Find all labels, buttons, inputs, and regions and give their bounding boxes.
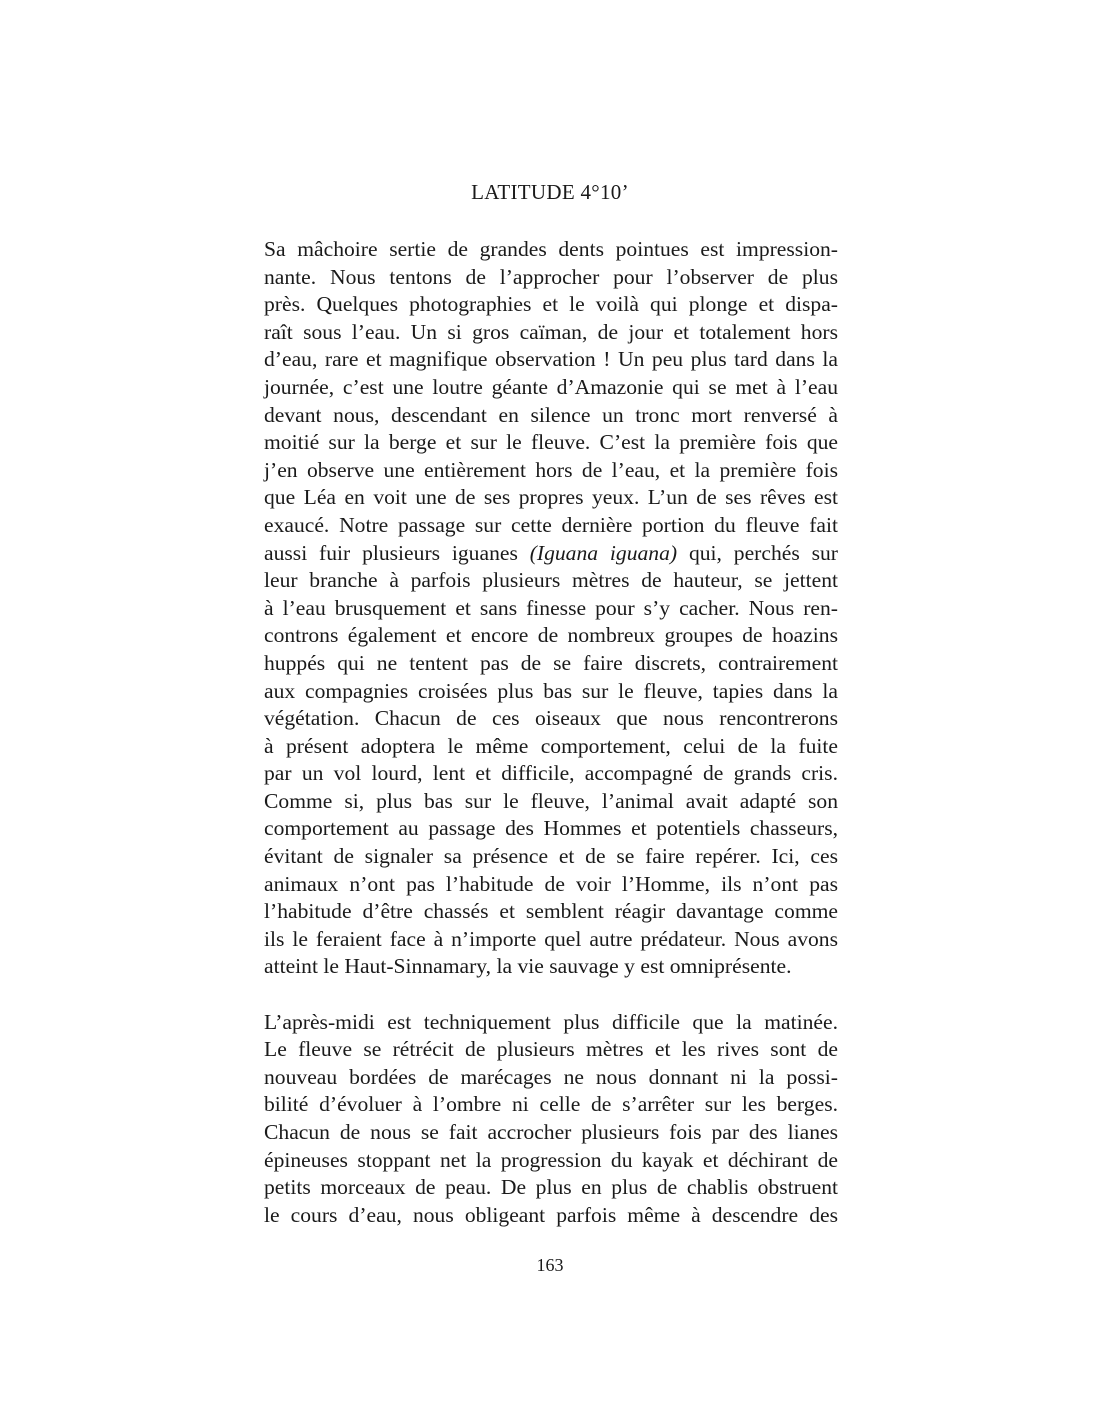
text-line-with-species: [264, 540, 838, 568]
text-line: j’en observe une entièrement hors de l’eau, et la première fois: [264, 457, 838, 482]
text-line: épineuses stoppant net la progression du kayak et déchirant de: [264, 1147, 838, 1172]
running-title: LATITUDE 4°10’: [471, 180, 629, 204]
text-line: par un vol lourd, lent et difficile, accompagné de grands cris.: [264, 761, 838, 786]
text-line: moitié sur la berge et sur le fleuve. C’est la première fois que: [264, 430, 838, 455]
text-line: devant nous, descendant en silence un tronc mort renversé à: [264, 402, 838, 427]
text-line: à présent adoptera le même comportement, celui de la fuite: [264, 733, 838, 758]
text-line: journée, c’est une loutre géante d’Amazonie qui se met à l’eau: [264, 374, 838, 399]
text-line: ils le feraient face à n’importe quel autre prédateur. Nous avons: [264, 926, 838, 951]
paragraph-gap: [264, 981, 838, 1009]
text-line: atteint le Haut-Sinnamary, la vie sauvage y est omniprésente.: [264, 954, 792, 979]
page-number: 163: [536, 1255, 564, 1275]
text-line: huppés qui ne tentent pas de se faire discrets, contrairement: [264, 650, 838, 675]
text-line: nouveau bordées de marécages ne nous donnant ni la possi-: [264, 1064, 838, 1089]
text-line: l’habitude d’être chassés et semblent réagir davantage comme: [264, 899, 838, 924]
text-line: controns également et encore de nombreux groupes de hoazins: [264, 623, 838, 648]
text-line: bilité d’évoluer à l’ombre ni celle de s’arrêter sur les berges.: [264, 1092, 838, 1117]
text-line: comportement au passage des Hommes et potentiels chasseurs,: [264, 816, 838, 841]
text-line: à l’eau brusquement et sans finesse pour s’y cacher. Nous ren-: [264, 595, 838, 620]
text-line: L’après-midi est techniquement plus difficile que la matinée.: [264, 1009, 838, 1034]
text-line: exaucé. Notre passage sur cette dernière portion du fleuve fait: [264, 512, 838, 537]
text-line: aux compagnies croisées plus bas sur le fleuve, tapies dans la: [264, 678, 838, 703]
text-line: près. Quelques photographies et le voilà qui plonge et dispa-: [264, 292, 838, 317]
text-line: évitant de signaler sa présence et de se faire repérer. Ici, ces: [264, 844, 838, 869]
text-line: nante. Nous tentons de l’approcher pour l’observer de plus: [264, 264, 838, 289]
text-line: leur branche à parfois plusieurs mètres de hauteur, se jettent: [264, 568, 838, 593]
text-line: raît sous l’eau. Un si gros caïman, de jour et totalement hors: [264, 319, 838, 344]
text-line: le cours d’eau, nous obligeant parfois même à descendre des: [264, 1202, 838, 1227]
text-line: végétation. Chacun de ces oiseaux que nous rencontrerons: [264, 706, 838, 731]
text-fragment: aussi fuir plusieurs iguanes: [264, 540, 530, 565]
paragraph-1: [264, 236, 838, 981]
text-line: Chacun de nous se fait accrocher plusieurs fois par des lianes: [264, 1120, 838, 1144]
text-line: Sa mâchoire sertie de grandes dents pointues est impression-: [264, 237, 838, 261]
text-line: Le fleuve se rétrécit de plusieurs mètres et les rives sont de: [264, 1037, 838, 1062]
species-name: (Iguana iguana): [529, 540, 678, 565]
text-line: d’eau, rare et magnifique observation ! Un peu plus tard dans la: [264, 347, 838, 372]
text-line: que Léa en voit une de ses propres yeux. L’un de ses rêves est: [264, 485, 838, 510]
text-fragment: qui, perchés sur: [677, 540, 838, 565]
paragraph-2: [264, 1009, 838, 1230]
text-line: Comme si, plus bas sur le fleuve, l’animal avait adapté son: [264, 788, 838, 813]
body-text: [264, 236, 838, 1229]
text-line: animaux n’ont pas l’habitude de voir l’Homme, ils n’ont pas: [264, 871, 838, 896]
text-line: petits morceaux de peau. De plus en plus de chablis obstruent: [264, 1175, 838, 1200]
